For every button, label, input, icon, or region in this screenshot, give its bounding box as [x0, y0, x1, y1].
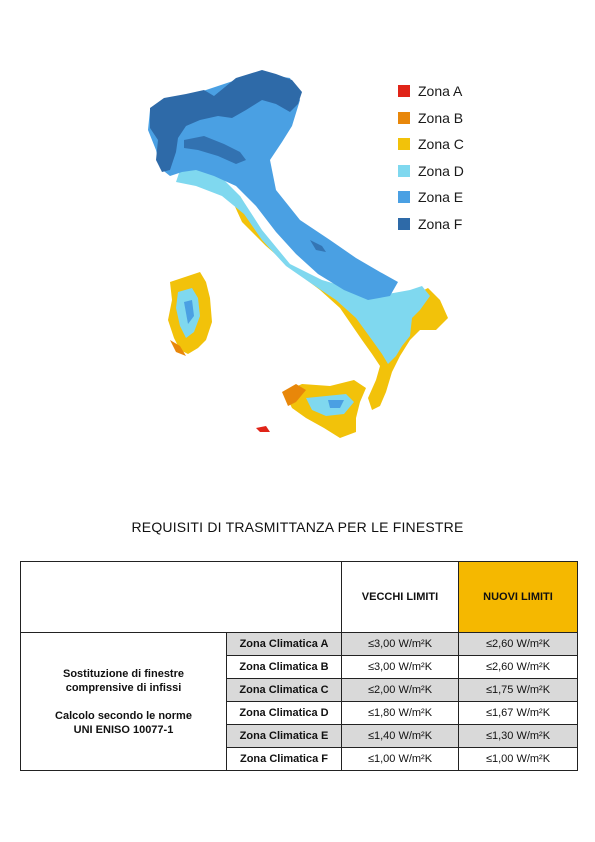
legend-swatch-c — [398, 138, 410, 150]
old-limit-c: ≤2,00 W/m²K — [342, 679, 459, 702]
zone-cell-d: Zona Climatica D — [227, 702, 342, 725]
zone-cell-f: Zona Climatica F — [227, 748, 342, 771]
transmittance-requirements-table — [20, 561, 578, 771]
legend-item-zona-b — [398, 105, 464, 132]
new-limit-d: ≤1,67 W/m²K — [459, 702, 578, 725]
legend-label-f: Zona F — [418, 215, 463, 232]
legend-item-zona-d — [398, 158, 464, 185]
map-legend — [398, 78, 464, 237]
old-limit-e: ≤1,40 W/m²K — [342, 725, 459, 748]
peninsula-zone-d — [176, 168, 430, 364]
header-blank-cell — [21, 562, 342, 633]
description-line-1: Sostituzione di finestre — [62, 667, 184, 680]
legend-swatch-a — [398, 85, 410, 97]
new-limit-e: ≤1,30 W/m²K — [459, 725, 578, 748]
old-limit-d: ≤1,80 W/m²K — [342, 702, 459, 725]
legend-swatch-f — [398, 218, 410, 230]
section-title: REQUISITI DI TRASMITTANZA PER LE FINESTRE — [131, 519, 464, 535]
new-limit-a: ≤2,60 W/m²K — [459, 633, 578, 656]
description-spacer — [21, 695, 226, 709]
header-new-limits: NUOVI LIMITI — [459, 562, 578, 633]
description-line-4: UNI ENISO 10077-1 — [73, 723, 174, 736]
description-line-2: comprensive di infissi — [65, 681, 182, 694]
new-limit-c: ≤1,75 W/m²K — [459, 679, 578, 702]
zone-cell-b: Zona Climatica B — [227, 656, 342, 679]
legend-label-a: Zona A — [418, 83, 463, 100]
legend-swatch-e — [398, 191, 410, 203]
table-row-zone-a — [21, 633, 578, 656]
legend-item-zona-a — [398, 78, 464, 105]
legend-swatch-b — [398, 112, 410, 124]
new-limit-f: ≤1,00 W/m²K — [459, 748, 578, 771]
old-limit-f: ≤1,00 W/m²K — [342, 748, 459, 771]
zone-cell-e: Zona Climatica E — [227, 725, 342, 748]
old-limit-b: ≤3,00 W/m²K — [342, 656, 459, 679]
zone-cell-a: Zona Climatica A — [227, 633, 342, 656]
legend-label-e: Zona E — [418, 189, 464, 206]
description-cell — [21, 633, 227, 771]
legend-item-zona-f — [398, 211, 464, 238]
zone-cell-c: Zona Climatica C — [227, 679, 342, 702]
legend-label-d: Zona D — [418, 162, 464, 179]
new-limit-b: ≤2,60 W/m²K — [459, 656, 578, 679]
legend-swatch-d — [398, 165, 410, 177]
lampedusa-zone-a — [256, 426, 270, 432]
legend-item-zona-e — [398, 184, 464, 211]
legend-label-c: Zona C — [418, 136, 464, 153]
legend-label-b: Zona B — [418, 109, 464, 126]
old-limit-a: ≤3,00 W/m²K — [342, 633, 459, 656]
legend-item-zona-c — [398, 131, 464, 158]
header-old-limits: VECCHI LIMITI — [342, 562, 459, 633]
table-header-row — [21, 562, 578, 633]
description-line-3: Calcolo secondo le norme — [55, 709, 192, 722]
